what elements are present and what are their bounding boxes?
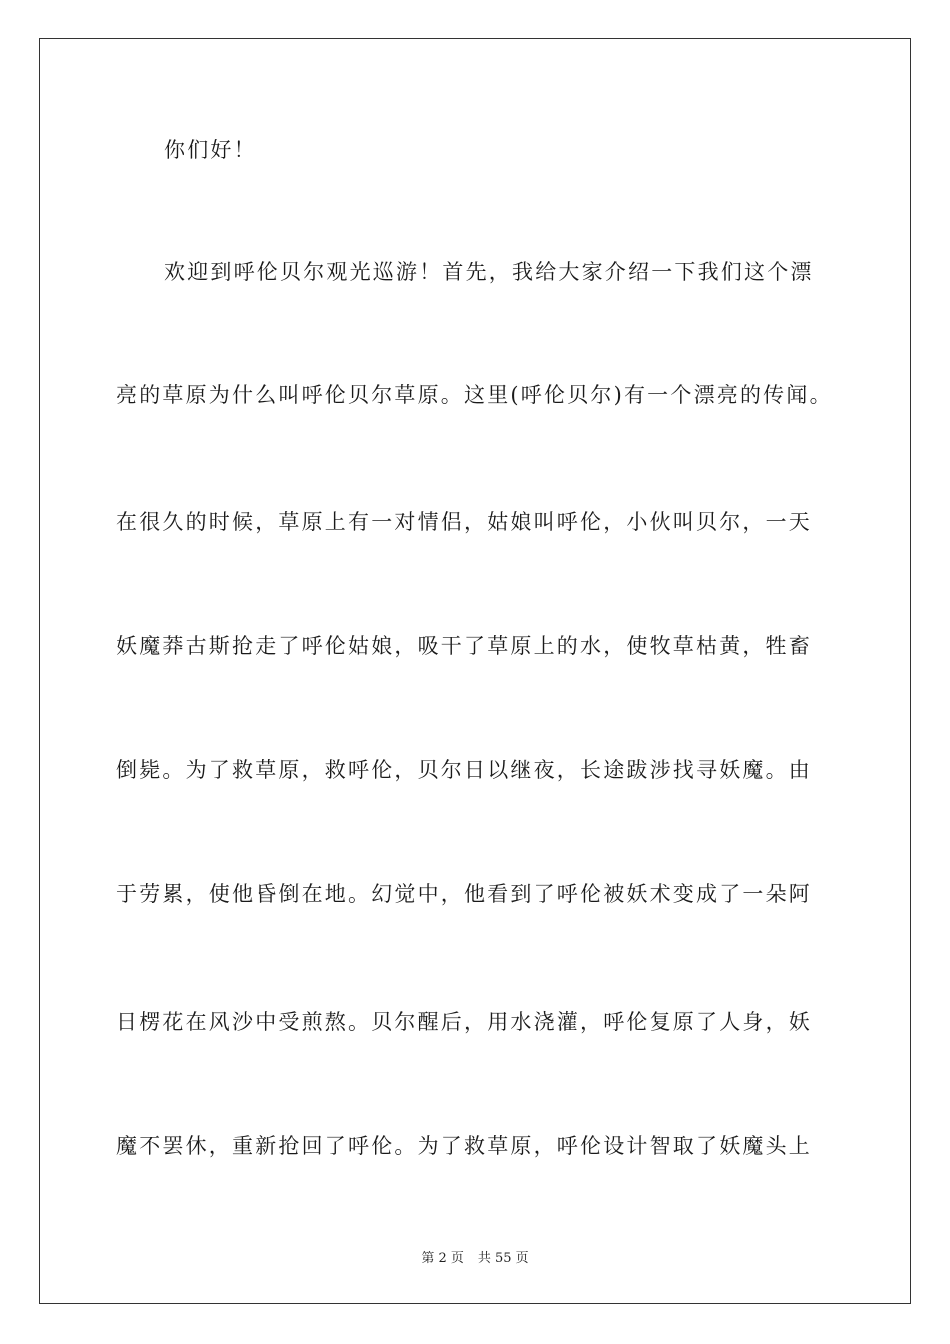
greeting-line: 你们好！ [164,138,257,162]
paragraph-line-3: 在很久的时候，草原上有一对情侣，姑娘叫呼伦，小伙叫贝尔，一天 [116,510,812,534]
paragraph-line-8: 魔不罢休，重新抢回了呼伦。为了救草原，呼伦设计智取了妖魔头上 [116,1134,812,1158]
paragraph-line-2: 亮的草原为什么叫呼伦贝尔草原。这里(呼伦贝尔)有一个漂亮的传闻。 [116,383,833,407]
paragraph-line-7: 日楞花在风沙中受煎熬。贝尔醒后，用水浇灌，呼伦复原了人身，妖 [116,1010,812,1034]
page-border [39,38,911,1304]
page-footer [0,1247,950,1266]
paragraph-line-4: 妖魔莽古斯抢走了呼伦姑娘，吸干了草原上的水，使牧草枯黄，牲畜 [116,634,812,658]
paragraph-line-5: 倒毙。为了救草原，救呼伦，贝尔日以继夜，长途跋涉找寻妖魔。由 [116,758,812,782]
paragraph-line-6: 于劳累，使他昏倒在地。幻觉中，他看到了呼伦被妖术变成了一朵阿 [116,882,812,906]
page-total: 共 55 页 [477,1251,529,1266]
page-number: 第 2 页 [421,1251,464,1266]
paragraph-line-1: 欢迎到呼伦贝尔观光巡游！首先，我给大家介绍一下我们这个漂 [164,260,814,284]
